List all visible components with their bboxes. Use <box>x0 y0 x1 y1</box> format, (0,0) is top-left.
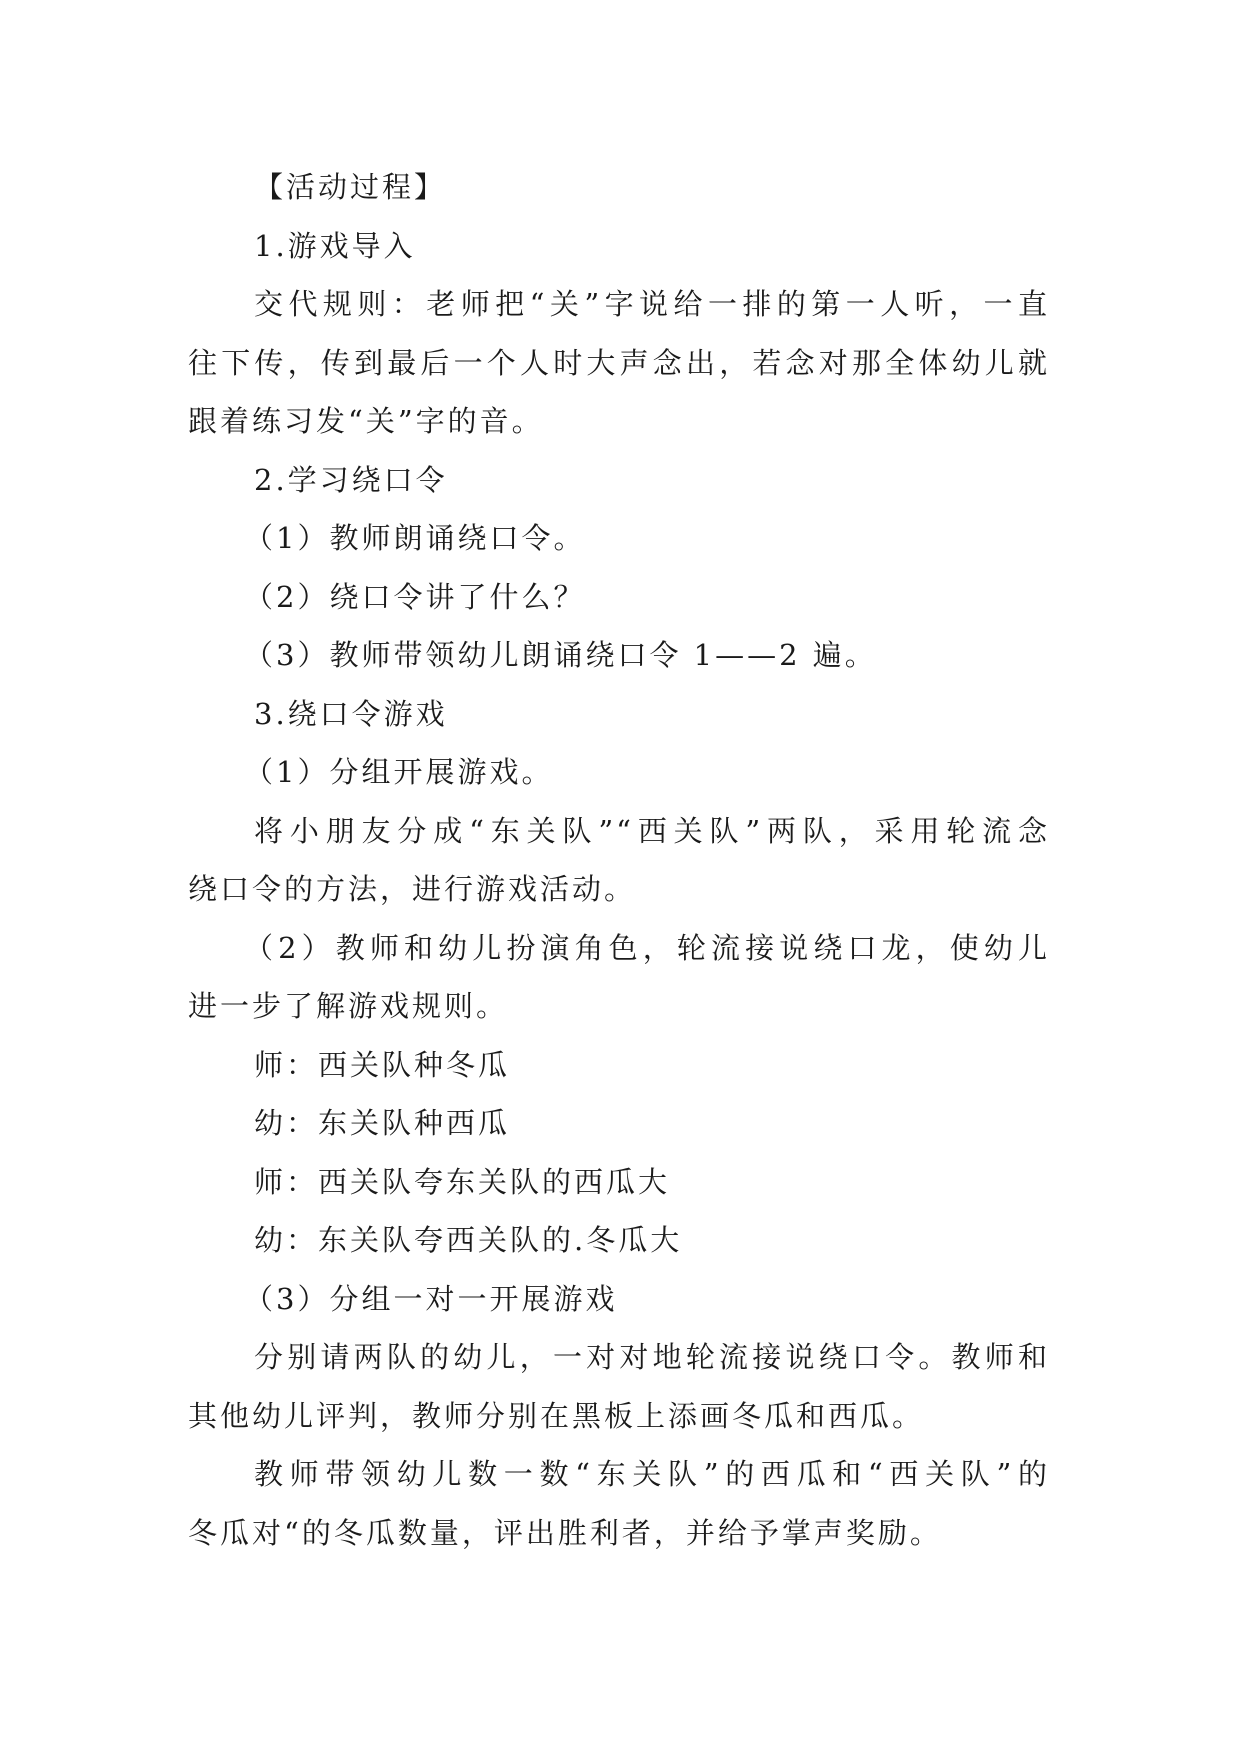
paragraph-line: 交代规则：老师把“关”字说给一排的第一人听，一直 <box>254 287 1050 321</box>
paragraph-line: 将小朋友分成“东关队”“西关队”两队，采用轮流念 <box>254 813 1050 848</box>
paragraph-line: 冬瓜对“的冬瓜数量，评出胜利者，并给予掌声奖励。 <box>188 1515 942 1550</box>
step-heading: 2.学习绕口令 <box>254 462 448 497</box>
paragraph-line: 跟着练习发“关”字的音。 <box>188 404 544 438</box>
list-item: （2）绕口令讲了什么？ <box>244 579 586 614</box>
paragraph-line: 进一步了解游戏规则。 <box>188 989 509 1023</box>
dialogue-line: 幼：东关队种西瓜 <box>254 1106 511 1140</box>
list-item: （1）教师朗诵绕口令。 <box>244 521 586 555</box>
step-heading: 1.游戏导入 <box>254 228 416 263</box>
list-item: （3）教师带领幼儿朗诵绕口令 1——2 遍。 <box>244 638 877 672</box>
paragraph-line: 其他幼儿评判，教师分别在黑板上添画冬瓜和西瓜。 <box>188 1398 925 1433</box>
paragraph-line: 绕口令的方法，进行游戏活动。 <box>188 872 637 906</box>
paragraph-line: 往下传，传到最后一个人时大声念出，若念对那全体幼儿就 <box>188 345 1050 380</box>
dialogue-line: 师：西关队夸东关队的西瓜大 <box>254 1164 671 1199</box>
paragraph-line: 教师带领幼儿数一数“东关队”的西瓜和“西关队”的 <box>254 1457 1050 1491</box>
list-item: （3）分组一对一开展游戏 <box>244 1281 618 1316</box>
paragraph-line: 分别请两队的幼儿，一对对地轮流接说绕口令。教师和 <box>254 1340 1050 1374</box>
step-heading: 3.绕口令游戏 <box>254 696 448 731</box>
dialogue-line: 幼：东关队夸西关队的.冬瓜大 <box>254 1223 683 1257</box>
section-heading: 【活动过程】 <box>254 170 447 204</box>
list-item: （1）分组开展游戏。 <box>244 755 554 789</box>
dialogue-line: 师：西关队种冬瓜 <box>254 1047 511 1082</box>
list-item: （2）教师和幼儿扮演角色，轮流接说绕口龙，使幼儿 <box>244 930 1050 965</box>
document-body <box>188 158 1050 1562</box>
